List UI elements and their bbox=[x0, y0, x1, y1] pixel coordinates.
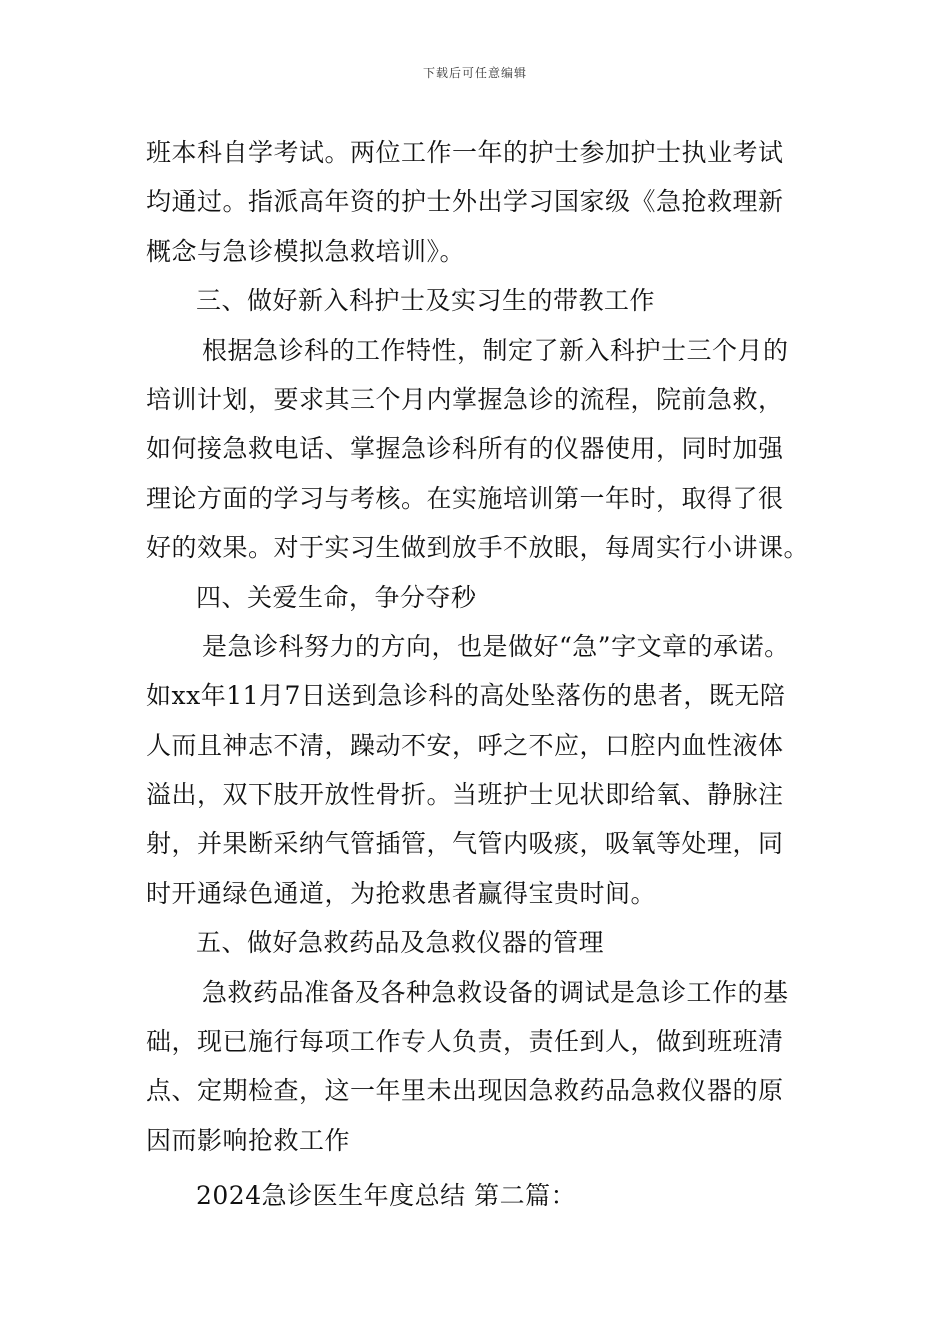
page-header: 下载后可任意编辑 bbox=[422, 66, 527, 80]
text-line: 时开通绿色通道，为抢救患者赢得宝贵时间。 bbox=[146, 878, 657, 908]
text-line: 培训计划，要求其三个月内掌握急诊的流程，院前急救， bbox=[146, 384, 784, 414]
text-line: 如xx年11月7日送到急诊科的高处坠落伤的患者，既无陪 bbox=[146, 681, 786, 711]
text-line: 好的效果。对于实习生做到放手不放眼，每周实行小讲课。 bbox=[146, 533, 810, 563]
text-line: 点、定期检查，这一年里未出现因急救药品急救仪器的原 bbox=[146, 1076, 784, 1106]
text-line: 班本科自学考试。两位工作一年的护士参加护士执业考试 bbox=[146, 138, 784, 167]
text-line: 均通过。指派高年资的护士外出学习国家级《急抢救理新 bbox=[146, 187, 784, 217]
text-line: 根据急诊科的工作特性，制定了新入科护士三个月的 bbox=[202, 335, 789, 365]
text-line: 因而影响抢救工作 bbox=[146, 1125, 351, 1155]
text-line: 溢出，双下肢开放性骨折。当班护士见状即给氧、静脉注 bbox=[146, 780, 784, 810]
text-line: 概念与急诊模拟急救培训》。 bbox=[146, 236, 466, 266]
chapter-title: 2024急诊医生年度总结 第二篇： bbox=[196, 1181, 577, 1211]
section-heading-5: 五、做好急救药品及急救仪器的管理 bbox=[196, 928, 605, 958]
text-line: 急救药品准备及各种急救设备的调试是急诊工作的基 bbox=[202, 977, 789, 1007]
section-heading-4: 四、关爱生命，争分夺秒 bbox=[196, 582, 477, 612]
text-line: 理论方面的学习与考核。在实施培训第一年时，取得了很 bbox=[146, 483, 784, 513]
section-heading-3: 三、做好新入科护士及实习生的带教工作 bbox=[196, 286, 656, 316]
text-line: 础，现已施行每项工作专人负责，责任到人，做到班班清 bbox=[146, 1027, 784, 1057]
text-line: 射，并果断采纳气管插管，气管内吸痰，吸氧等处理，同 bbox=[146, 829, 784, 859]
text-line: 如何接急救电话、掌握急诊科所有的仪器使用，同时加强 bbox=[146, 434, 784, 464]
document-body bbox=[146, 128, 826, 1221]
text-line: 是急诊科努力的方向，也是做好“急”字文章的承诺。 bbox=[202, 631, 790, 661]
text-line: 人而且神志不清，躁动不安，呼之不应，口腔内血性液体 bbox=[146, 730, 784, 760]
